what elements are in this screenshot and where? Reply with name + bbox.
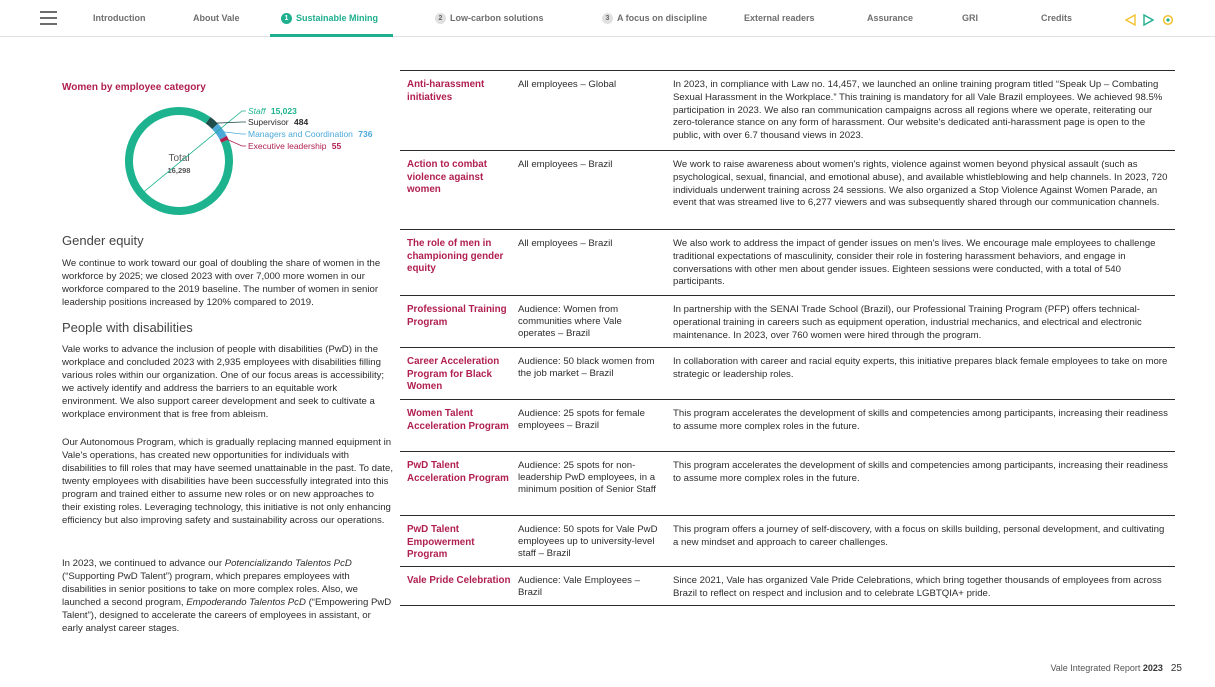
nav-label: Assurance bbox=[867, 13, 914, 23]
paragraph-text: (“Supporting PwD Talent”) program, which prepares employees with disabilities in senior positions to take on more complex roles. Also, we launched a second program, bbox=[62, 571, 358, 608]
top-navigation bbox=[0, 0, 1215, 37]
disabilities-paragraph-3 bbox=[62, 557, 394, 635]
legend-entry bbox=[248, 117, 308, 127]
initiative-name: PwD Talent Acceleration Program bbox=[407, 460, 509, 484]
table-row bbox=[400, 348, 1175, 400]
donut-slice-executive-leadership bbox=[223, 138, 225, 141]
menu-icon[interactable] bbox=[40, 11, 57, 25]
initiative-description: In 2023, in compliance with Law no. 14,457, we launched an online training program titled “Speak Up – Combating Sexual Harassment in the Workplace.” This training is mandatory for all Vale Brazil employees. We achieved 98.5% participation in 2023. We also ran communication campaigns across all regions where we operate, reiterating our zero-tolerance stance on any form of harassment. Our website's dedicated anti-harassment page is open to the public, with over 6.7 thousand views in 2023. bbox=[673, 79, 1163, 142]
page-number: 25 bbox=[1170, 663, 1182, 674]
initiative-name: Action to combat violence against women bbox=[407, 159, 488, 195]
initiative-description: We work to raise awareness about women's rights, violence against women beyond physical assault (such as psychological, sexual, financial, and emotional abuse), and available whistleblowing and help channels. In 2023, 720 individuals underwent training across 24 sessions. We also organized a Stop Violence Against Women Parade, an event that was streamed live to 6,277 viewers and was subsequently shared through our communication channels. bbox=[673, 159, 1168, 209]
initiative-name: Career Acceleration Program for Black Women bbox=[407, 356, 500, 392]
legend-entry bbox=[248, 129, 373, 139]
initiative-audience: All employees – Brazil bbox=[518, 159, 613, 170]
table-row bbox=[400, 400, 1175, 452]
report-name: Vale Integrated Report bbox=[1050, 663, 1141, 673]
table-row bbox=[400, 296, 1175, 348]
nav-introduction[interactable] bbox=[93, 0, 146, 37]
nav-label: Sustainable Mining bbox=[296, 13, 379, 23]
initiative-name: Professional Training Program bbox=[407, 304, 507, 328]
legend-value: 736 bbox=[358, 129, 373, 139]
initiative-audience: Audience: Vale Employees – Brazil bbox=[518, 575, 640, 598]
page-footer bbox=[1050, 663, 1182, 674]
initiative-description: This program offers a journey of self-discovery, with a focus on skills building, personal development, and cultivating a new mindset and approach to career challenges. bbox=[673, 524, 1165, 548]
table-row bbox=[400, 516, 1175, 567]
legend-value: 484 bbox=[294, 117, 309, 127]
legend-label: Supervisor bbox=[248, 117, 291, 127]
table-row bbox=[400, 452, 1175, 516]
initiative-audience: Audience: 25 spots for female employees – Brazil bbox=[518, 408, 645, 431]
initiative-audience: All employees – Global bbox=[518, 79, 617, 90]
paragraph-text: (“Empowering PwD Talent”), designed to accelerate the careers of employees in assistant, or early analyst career stages. bbox=[62, 597, 392, 634]
legend-label: Executive leadership bbox=[248, 141, 329, 151]
initiative-audience: All employees – Brazil bbox=[518, 238, 613, 249]
legend-value: 55 bbox=[331, 141, 342, 151]
initiative-name: Women Talent Acceleration Program bbox=[407, 408, 509, 432]
table-row bbox=[400, 71, 1175, 151]
table-row bbox=[400, 151, 1175, 230]
initiative-description: In partnership with the SENAI Trade School (Brazil), our Professional Training Program (PFP) offers technical-operational training in careers such as equipment operation, industrial mechanics, and electrical and electronic maintenance. In 2023, over 760 women were hired through the program. bbox=[673, 304, 1142, 341]
nav-label: Introduction bbox=[93, 13, 146, 23]
program-name-italic: Empoderando Talentos PcD bbox=[186, 597, 306, 608]
initiative-description: In collaboration with career and racial equity experts, this initiative prepares black female employees to take on more strategic or leadership roles. bbox=[673, 356, 1168, 380]
nav-controls bbox=[1125, 11, 1177, 25]
nav-sustainable-mining[interactable] bbox=[281, 0, 378, 37]
paragraph-text: In 2023, we continued to advance our bbox=[62, 558, 225, 569]
gender-equity-heading: Gender equity bbox=[62, 233, 144, 248]
legend-leader-line bbox=[223, 132, 246, 134]
disabilities-paragraph-1: Vale works to advance the inclusion of people with disabilities (PwD) in the workplace and concluded 2023 with 2,935 employees with disabilities filling various roles within our organization. One of our focus areas is accessibility; we actively identify and address the barriers to an equitable work environment. We also support career development and seek to cultivate a workplace environment that is free from ableism. bbox=[62, 344, 385, 420]
initiative-description: We also work to address the impact of gender issues on men's lives. We encourage male employees to challenge traditional expectations of masculinity, consider their role in fostering harassment behaviors, and engage in conversations with other men about gender issues. Eighteen sessions were conducted, with a total of 540 participants. bbox=[673, 238, 1156, 288]
nav-focus-on-discipline[interactable] bbox=[602, 0, 707, 37]
nav-number: 3 bbox=[602, 13, 613, 24]
nav-label: About Vale bbox=[193, 13, 240, 23]
nav-about-vale[interactable] bbox=[193, 0, 240, 37]
legend-label: Staff bbox=[248, 106, 268, 116]
program-name-italic: Potencializando Talentos PcD bbox=[224, 558, 352, 569]
active-tab-indicator bbox=[270, 34, 393, 37]
initiative-description: This program accelerates the development of skills and competencies among participants, increasing their readiness to assume more complex roles in the future. bbox=[673, 408, 1168, 432]
initiative-name: Anti-harassment initiatives bbox=[407, 79, 485, 103]
initiative-audience: Audience: 50 spots for Vale PwD employees up to university-level staff – Brazil bbox=[518, 524, 658, 559]
nav-low-carbon-solutions[interactable] bbox=[435, 0, 544, 37]
legend-label: Managers and Coordination bbox=[248, 129, 356, 139]
report-year: 2023 bbox=[1142, 663, 1163, 673]
next-page-icon[interactable] bbox=[1143, 14, 1154, 26]
nav-label: GRI bbox=[962, 13, 979, 23]
initiatives-table bbox=[400, 70, 1175, 606]
nav-credits[interactable] bbox=[1041, 0, 1072, 37]
initiative-name: Vale Pride Celebration bbox=[407, 575, 511, 586]
refresh-icon[interactable] bbox=[1162, 14, 1174, 26]
table-row bbox=[400, 567, 1175, 606]
nav-gri[interactable] bbox=[962, 0, 978, 37]
nav-label: A focus on discipline bbox=[617, 13, 708, 23]
legend-leader-line bbox=[215, 122, 246, 123]
legend-value: 15,023 bbox=[270, 106, 297, 116]
initiative-audience: Audience: Women from communities where Vale operates – Brazil bbox=[518, 304, 622, 339]
nav-external-readers[interactable] bbox=[744, 0, 815, 37]
nav-label: External readers bbox=[744, 13, 815, 23]
disabilities-paragraph-2: Our Autonomous Program, which is gradually replacing manned equipment in Vale's operations, has created new opportunities for individuals with disabilities to fill roles that may have seemed unattainable in the past. To date, twenty employees with disabilities have been successfully integrated into this program and trained either to assume new roles or on new approaches to their existing roles. Leveraging technology, this initiative is not only enhancing efficiency but also improving safety and sustainability across our operations. bbox=[62, 437, 394, 526]
nav-label: Low-carbon solutions bbox=[450, 13, 544, 23]
legend-entry bbox=[248, 106, 297, 116]
initiative-description: This program accelerates the development of skills and competencies among participants, increasing their readiness to assume more complex roles in the future. bbox=[673, 460, 1168, 484]
initiative-description: Since 2021, Vale has organized Vale Pride Celebrations, which bring together thousands of employees from across Brazil to reflect on respect and inclusion and to celebrate LGBTQIA+ pride. bbox=[673, 575, 1162, 599]
nav-number: 2 bbox=[435, 13, 446, 24]
initiative-audience: Audience: 25 spots for non-leadership PwD employees, in a minimum position of Senior Staff bbox=[518, 460, 656, 495]
previous-page-icon[interactable] bbox=[1125, 14, 1136, 26]
donut-legend bbox=[143, 106, 373, 192]
table-row bbox=[400, 230, 1175, 296]
nav-label: Credits bbox=[1041, 13, 1073, 23]
initiative-audience: Audience: 50 black women from the job market – Brazil bbox=[518, 356, 655, 379]
legend-entry bbox=[248, 141, 342, 151]
donut-center-label: Total bbox=[168, 153, 190, 164]
chart-title: Women by employee category bbox=[62, 82, 206, 93]
donut-total-value: 16,298 bbox=[167, 166, 191, 175]
nav-number: 1 bbox=[281, 13, 292, 24]
nav-assurance[interactable] bbox=[867, 0, 913, 37]
gender-equity-text: We continue to work toward our goal of doubling the share of women in the workforce by 2025; we closed 2023 with over 7,000 more women in our workforce compared to the 2019 baseline. The number of women in senior leadership positions increased by 120% compared to 2019. bbox=[62, 258, 381, 308]
donut-slice-supervisor bbox=[208, 120, 215, 126]
initiative-name: PwD Talent Empowerment Program bbox=[407, 524, 475, 560]
disabilities-heading: People with disabilities bbox=[62, 320, 193, 335]
initiative-name: The role of men in championing gender equity bbox=[407, 238, 504, 274]
